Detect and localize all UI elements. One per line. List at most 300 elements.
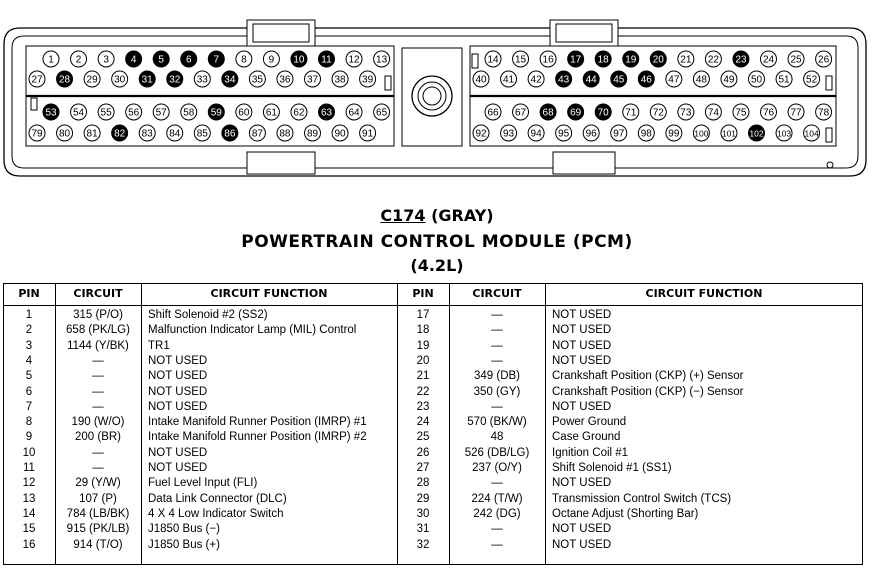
pin-number: 9 — [268, 54, 275, 66]
header-circuit: CIRCUIT — [73, 287, 123, 300]
pin-number: 68 — [542, 107, 554, 119]
pin-number: 87 — [251, 128, 263, 140]
circuit-function-cell: Intake Manifold Runner Position (IMRP) #2 — [148, 431, 367, 444]
pin-number: 48 — [695, 74, 707, 86]
pin-cavity — [678, 104, 694, 120]
pin-number: 17 — [570, 54, 582, 66]
circuit-function-cell: NOT USED — [552, 309, 612, 321]
pin-cavity — [638, 125, 654, 141]
pin-number: 49 — [723, 74, 735, 86]
pin-cavity — [249, 125, 265, 141]
circuit-cell: 242 (DG) — [473, 507, 521, 520]
pin-cavity — [346, 51, 362, 67]
pin-cavity — [29, 125, 45, 141]
circuit-cell: — — [491, 354, 503, 367]
pin-number: 89 — [306, 128, 319, 140]
pin-number: 67 — [514, 107, 527, 119]
circuit-function-cell: Crankshaft Position (CKP) (−) Sensor — [552, 385, 744, 398]
pin-number: 88 — [279, 128, 291, 140]
pin-cavity — [277, 125, 293, 141]
circuit-function-cell: NOT USED — [148, 354, 208, 367]
pin-number: 13 — [376, 54, 388, 66]
pin-number-cell: 15 — [22, 523, 36, 536]
pin-cavity — [139, 71, 155, 87]
pin-number: 60 — [238, 107, 250, 119]
pin-cavity — [374, 51, 390, 67]
header-circuit: CIRCUIT — [472, 287, 522, 300]
pin-number: 62 — [293, 107, 305, 119]
pin-number: 29 — [86, 74, 98, 86]
pin-number: 41 — [502, 74, 515, 86]
pin-cavity — [638, 71, 654, 87]
pin-number: 93 — [502, 128, 515, 140]
circuit-function-cell: NOT USED — [552, 400, 612, 413]
circuit-cell: — — [491, 400, 503, 413]
pin-number-cell: 32 — [416, 538, 430, 551]
circuit-function-cell: Data Link Connector (DLC) — [148, 492, 287, 505]
center-bolt — [423, 87, 441, 105]
key-slot — [385, 76, 391, 90]
pin-cavity — [360, 125, 376, 141]
pin-cavity — [181, 104, 197, 120]
pin-number: 46 — [640, 74, 652, 86]
pin-cavity — [194, 71, 210, 87]
pin-cavity — [788, 51, 804, 67]
pin-number: 82 — [114, 128, 126, 140]
connector-color: (GRAY) — [431, 206, 494, 225]
pin-number: 24 — [762, 54, 775, 66]
circuit-cell: 784 (LB/BK) — [66, 507, 130, 520]
pin-number-cell: 3 — [25, 339, 33, 352]
pin-number: 31 — [141, 74, 153, 86]
pin-cavity — [263, 51, 279, 67]
pin-number: 100 — [694, 128, 709, 139]
pin-number: 79 — [31, 128, 43, 140]
circuit-function-cell: Octane Adjust (Shorting Bar) — [552, 507, 699, 520]
pin-cavity — [167, 125, 183, 141]
pin-number-cell: 7 — [25, 400, 33, 413]
circuit-cell: 29 (Y/W) — [75, 477, 121, 490]
pin-number: 94 — [530, 128, 542, 140]
pin-cavity — [693, 71, 709, 87]
pin-number: 77 — [790, 107, 802, 119]
pin-cavity — [650, 104, 666, 120]
pin-cavity — [485, 104, 501, 120]
pin-cavity — [513, 51, 529, 67]
pin-cavity — [761, 51, 777, 67]
pin-cavity — [139, 125, 155, 141]
circuit-cell: 237 (O/Y) — [472, 462, 522, 474]
circuit-cell: — — [491, 309, 503, 321]
pin-number: 10 — [293, 54, 305, 66]
pin-number: 74 — [707, 107, 719, 119]
circuit-function-cell: NOT USED — [552, 354, 612, 367]
pin-number: 50 — [750, 74, 763, 86]
module-name: POWERTRAIN CONTROL MODULE (PCM) — [241, 232, 633, 252]
pin-number: 85 — [196, 128, 208, 140]
pin-number: 103 — [776, 128, 792, 139]
pin-cavity — [194, 125, 210, 141]
pin-number: 54 — [72, 107, 85, 119]
pin-cavity — [705, 51, 721, 67]
center-bolt-housing — [402, 48, 462, 146]
pin-cavity — [374, 104, 390, 120]
pin-number-cell: 9 — [25, 431, 33, 444]
pin-number: 96 — [585, 128, 597, 140]
pin-cavity — [749, 71, 765, 87]
pin-number: 45 — [613, 74, 625, 86]
circuit-function-cell: NOT USED — [552, 339, 612, 352]
pin-cavity — [126, 104, 142, 120]
pin-number: 76 — [762, 107, 775, 119]
pin-number: 39 — [362, 74, 374, 86]
pin-cavity — [249, 71, 265, 87]
pin-number: 4 — [130, 54, 137, 66]
pin-number: 66 — [487, 107, 499, 119]
pin-number: 34 — [224, 74, 236, 86]
key-slot — [826, 76, 832, 90]
circuit-cell: 350 (GY) — [473, 385, 521, 398]
pin-number-cell: 14 — [22, 507, 36, 520]
circuit-cell: 915 (PK/LB) — [66, 523, 130, 536]
pin-cavity — [733, 51, 749, 67]
circuit-function-cell: NOT USED — [552, 523, 612, 536]
pin-number-cell: 24 — [416, 416, 430, 429]
pin-number: 99 — [668, 128, 680, 140]
pin-number: 38 — [334, 74, 346, 86]
pin-number-cell: 23 — [416, 400, 430, 413]
pin-cavity — [346, 104, 362, 120]
circuit-cell: — — [491, 339, 503, 352]
pin-cavity — [98, 51, 114, 67]
pin-cavity — [611, 125, 627, 141]
pin-number: 27 — [31, 74, 43, 86]
pin-number: 30 — [114, 74, 126, 86]
pin-number-cell: 5 — [25, 370, 33, 383]
circuit-function-cell: NOT USED — [148, 400, 208, 413]
pin-number: 90 — [334, 128, 346, 140]
pin-number: 6 — [185, 54, 192, 66]
circuit-function-cell: J1850 Bus (+) — [148, 538, 220, 551]
circuit-cell: — — [491, 523, 503, 536]
circuit-function-cell: Ignition Coil #1 — [552, 446, 629, 459]
pin-number: 51 — [778, 74, 790, 86]
latch-tab — [247, 152, 315, 174]
pin-number: 98 — [640, 128, 652, 140]
pin-cavity — [556, 71, 572, 87]
circuit-cell: — — [92, 446, 104, 459]
pin-number: 58 — [183, 107, 195, 119]
column-divider — [545, 283, 546, 565]
pin-number: 104 — [804, 128, 819, 139]
pin-cavity — [291, 104, 307, 120]
pin-cavity — [568, 104, 584, 120]
pin-number: 57 — [155, 107, 167, 119]
pin-cavity — [112, 71, 128, 87]
pin-cavity — [291, 51, 307, 67]
circuit-function-cell: NOT USED — [148, 370, 208, 383]
pin-cavity — [360, 71, 376, 87]
pin-cavity — [804, 125, 820, 141]
pin-cavity — [29, 71, 45, 87]
pin-number: 42 — [530, 74, 542, 86]
header-function: CIRCUIT FUNCTION — [210, 287, 328, 300]
pin-cavity — [733, 104, 749, 120]
pin-cavity — [277, 71, 293, 87]
pin-cavity — [43, 51, 59, 67]
circuit-function-cell: Intake Manifold Runner Position (IMRP) #1 — [148, 416, 367, 429]
pin-cavity — [595, 51, 611, 67]
circuit-cell: 48 — [490, 431, 504, 444]
circuit-function-cell: NOT USED — [552, 538, 612, 551]
circuit-function-cell: Shift Solenoid #2 (SS2) — [148, 309, 268, 321]
circuit-cell: 1144 (Y/BK) — [67, 339, 129, 352]
pin-number-cell: 8 — [25, 416, 33, 429]
pin-number-cell: 19 — [416, 339, 430, 352]
pin-number: 37 — [306, 74, 319, 86]
pin-number: 101 — [721, 128, 737, 139]
pin-cavity — [666, 125, 682, 141]
circuit-cell: 570 (BK/W) — [467, 416, 527, 429]
circuit-cell: 658 (PK/LG) — [66, 324, 130, 337]
pin-number: 40 — [475, 74, 487, 86]
circuit-function-cell: Transmission Control Switch (TCS) — [552, 492, 732, 505]
circuit-cell: 107 (P) — [79, 492, 117, 505]
pin-number: 33 — [196, 74, 208, 86]
column-divider — [141, 283, 142, 565]
pin-cavity — [583, 125, 599, 141]
circuit-cell: — — [92, 462, 104, 474]
pin-number: 19 — [625, 54, 637, 66]
pin-number: 84 — [169, 128, 181, 140]
pin-number: 64 — [348, 107, 360, 119]
circuit-cell: 349 (DB) — [473, 370, 521, 383]
pin-number-cell: 26 — [416, 446, 430, 459]
pin-number: 12 — [348, 54, 360, 66]
circuit-function-cell: 4 X 4 Low Indicator Switch — [148, 507, 284, 520]
pin-number: 5 — [158, 54, 164, 66]
pin-number: 73 — [680, 107, 692, 119]
pin-number: 32 — [169, 74, 181, 86]
pin-number-cell: 22 — [416, 385, 430, 398]
pin-number: 22 — [707, 54, 719, 66]
pin-cavity — [623, 104, 639, 120]
connector-id-line — [0, 206, 874, 225]
circuit-function-cell: Malfunction Indicator Lamp (MIL) Control — [148, 324, 357, 337]
pin-cavity — [485, 51, 501, 67]
circuit-cell: — — [92, 354, 104, 367]
pin-number: 59 — [210, 107, 222, 119]
pin-cavity — [721, 71, 737, 87]
pin-number-cell: 28 — [416, 477, 430, 490]
circuit-function-cell: J1850 Bus (−) — [148, 523, 220, 536]
pin-number-cell: 18 — [416, 324, 430, 337]
pin-number: 92 — [475, 128, 487, 140]
pin-cavity — [208, 51, 224, 67]
pin-number: 3 — [103, 54, 109, 66]
circuit-cell: 315 (P/O) — [73, 309, 123, 321]
key-slot — [472, 54, 478, 68]
pin-number: 44 — [585, 74, 597, 86]
pin-cavity — [332, 125, 348, 141]
pin-number-cell: 12 — [22, 477, 36, 490]
pin-number: 97 — [613, 128, 625, 140]
header-pin: PIN — [18, 287, 40, 300]
pin-number: 25 — [790, 54, 802, 66]
pin-cavity — [167, 71, 183, 87]
pin-cavity — [540, 51, 556, 67]
pin-number: 52 — [806, 74, 818, 86]
circuit-function-cell: NOT USED — [552, 477, 612, 490]
pin-cavity — [556, 125, 572, 141]
pin-number: 2 — [75, 54, 82, 66]
pin-cavity — [776, 71, 792, 87]
pin-cavity — [501, 125, 517, 141]
pin-number-cell: 31 — [416, 523, 430, 536]
pin-cavity — [305, 71, 321, 87]
circuit-cell: 190 (W/O) — [71, 416, 125, 429]
pin-number: 71 — [625, 107, 637, 119]
pin-number-cell: 30 — [416, 507, 430, 520]
pin-cavity — [126, 51, 142, 67]
pin-number: 8 — [241, 54, 247, 66]
pin-number: 35 — [251, 74, 263, 86]
pin-cavity — [595, 104, 611, 120]
pin-number: 63 — [320, 107, 333, 119]
circuit-function-cell: Fuel Level Input (FLI) — [148, 477, 258, 490]
pin-cavity — [650, 51, 666, 67]
pin-number-cell: 16 — [22, 538, 36, 551]
pin-cavity — [611, 71, 627, 87]
pin-cavity — [181, 51, 197, 67]
pin-cavity — [501, 71, 517, 87]
pin-number: 70 — [597, 107, 609, 119]
pin-number: 80 — [58, 128, 71, 140]
header-pin: PIN — [412, 287, 434, 300]
pin-cavity — [705, 104, 721, 120]
pin-cavity — [84, 71, 100, 87]
circuit-cell: — — [491, 477, 503, 490]
circuit-function-cell: Case Ground — [552, 431, 621, 444]
pin-cavity — [222, 71, 238, 87]
pin-cavity — [84, 125, 100, 141]
pin-number: 28 — [58, 74, 71, 86]
pin-number: 56 — [128, 107, 140, 119]
pin-number: 36 — [279, 74, 291, 86]
latch-tab — [553, 152, 615, 174]
pin-number: 14 — [487, 54, 499, 66]
pin-cavity — [513, 104, 529, 120]
circuit-function-cell: Shift Solenoid #1 (SS1) — [552, 462, 672, 474]
key-slot — [31, 98, 37, 110]
pin-cavity — [623, 51, 639, 67]
pin-number: 91 — [362, 128, 374, 140]
circuit-cell: — — [92, 400, 104, 413]
pin-number-cell: 4 — [25, 354, 33, 367]
pin-cavity — [528, 71, 544, 87]
pin-number: 61 — [265, 107, 277, 119]
key-slot — [826, 128, 832, 142]
circuit-function-cell: NOT USED — [148, 446, 208, 459]
header-function: CIRCUIT FUNCTION — [645, 287, 763, 300]
pin-cavity — [721, 125, 737, 141]
pin-number: 53 — [45, 107, 57, 119]
pin-number: 21 — [680, 54, 692, 66]
pin-cavity — [71, 51, 87, 67]
pin-number: 65 — [376, 107, 388, 119]
pin-number: 55 — [100, 107, 112, 119]
pin-cavity — [71, 104, 87, 120]
pin-number: 11 — [321, 54, 332, 66]
circuit-function-cell: TR1 — [148, 339, 170, 352]
circuit-cell: 224 (T/W) — [471, 492, 523, 505]
pin-cavity — [816, 51, 832, 67]
pin-cavity — [473, 125, 489, 141]
pin-number: 78 — [818, 107, 830, 119]
pin-number: 26 — [818, 54, 830, 66]
pin-cavity — [568, 51, 584, 67]
pin-cavity — [305, 125, 321, 141]
pin-cavity — [153, 51, 169, 67]
pin-cavity — [540, 104, 556, 120]
pin-number-cell: 1 — [25, 309, 33, 321]
pin-number: 86 — [224, 128, 236, 140]
circuit-cell: 200 (BR) — [74, 431, 122, 444]
pin-cavity — [208, 104, 224, 120]
pin-cavity — [583, 71, 599, 87]
pin-number: 23 — [735, 54, 747, 66]
pin-number: 69 — [570, 107, 582, 119]
pin-number-cell: 2 — [25, 324, 33, 337]
pin-number: 95 — [558, 128, 570, 140]
pin-number: 16 — [542, 54, 554, 66]
pin-cavity — [236, 51, 252, 67]
pin-number: 15 — [514, 54, 527, 66]
circuit-function-cell: NOT USED — [148, 462, 208, 474]
circuit-cell: 526 (DB/LG) — [464, 446, 530, 459]
circuit-function-cell: Power Ground — [552, 416, 627, 429]
pin-number-cell: 17 — [416, 309, 430, 321]
pin-number-cell: 27 — [416, 462, 430, 474]
pin-number-cell: 25 — [416, 431, 430, 444]
pin-cavity — [236, 104, 252, 120]
pin-number-cell: 10 — [22, 446, 36, 459]
pin-number: 7 — [213, 54, 220, 66]
pin-number-cell: 29 — [416, 492, 430, 505]
pin-cavity — [678, 51, 694, 67]
pin-number: 75 — [735, 107, 747, 119]
pin-cavity — [319, 104, 335, 120]
circuit-function-cell: NOT USED — [148, 385, 208, 398]
pin-number: 83 — [141, 128, 153, 140]
pin-cavity — [776, 125, 792, 141]
pin-cavity — [473, 71, 489, 87]
pin-cavity — [319, 51, 335, 67]
mount-hole — [827, 162, 833, 168]
pin-cavity — [761, 104, 777, 120]
pin-cavity — [43, 104, 59, 120]
pin-number: 1 — [48, 54, 54, 66]
connector-outer-shell — [4, 28, 866, 176]
pin-cavity — [153, 104, 169, 120]
pin-number-cell: 11 — [23, 462, 35, 474]
pin-number: 102 — [749, 128, 764, 139]
pin-cavity — [112, 125, 128, 141]
pin-cavity — [57, 125, 73, 141]
pin-number: 20 — [652, 54, 664, 66]
engine-label: (4.2L) — [410, 256, 464, 275]
pin-cavity — [332, 71, 348, 87]
